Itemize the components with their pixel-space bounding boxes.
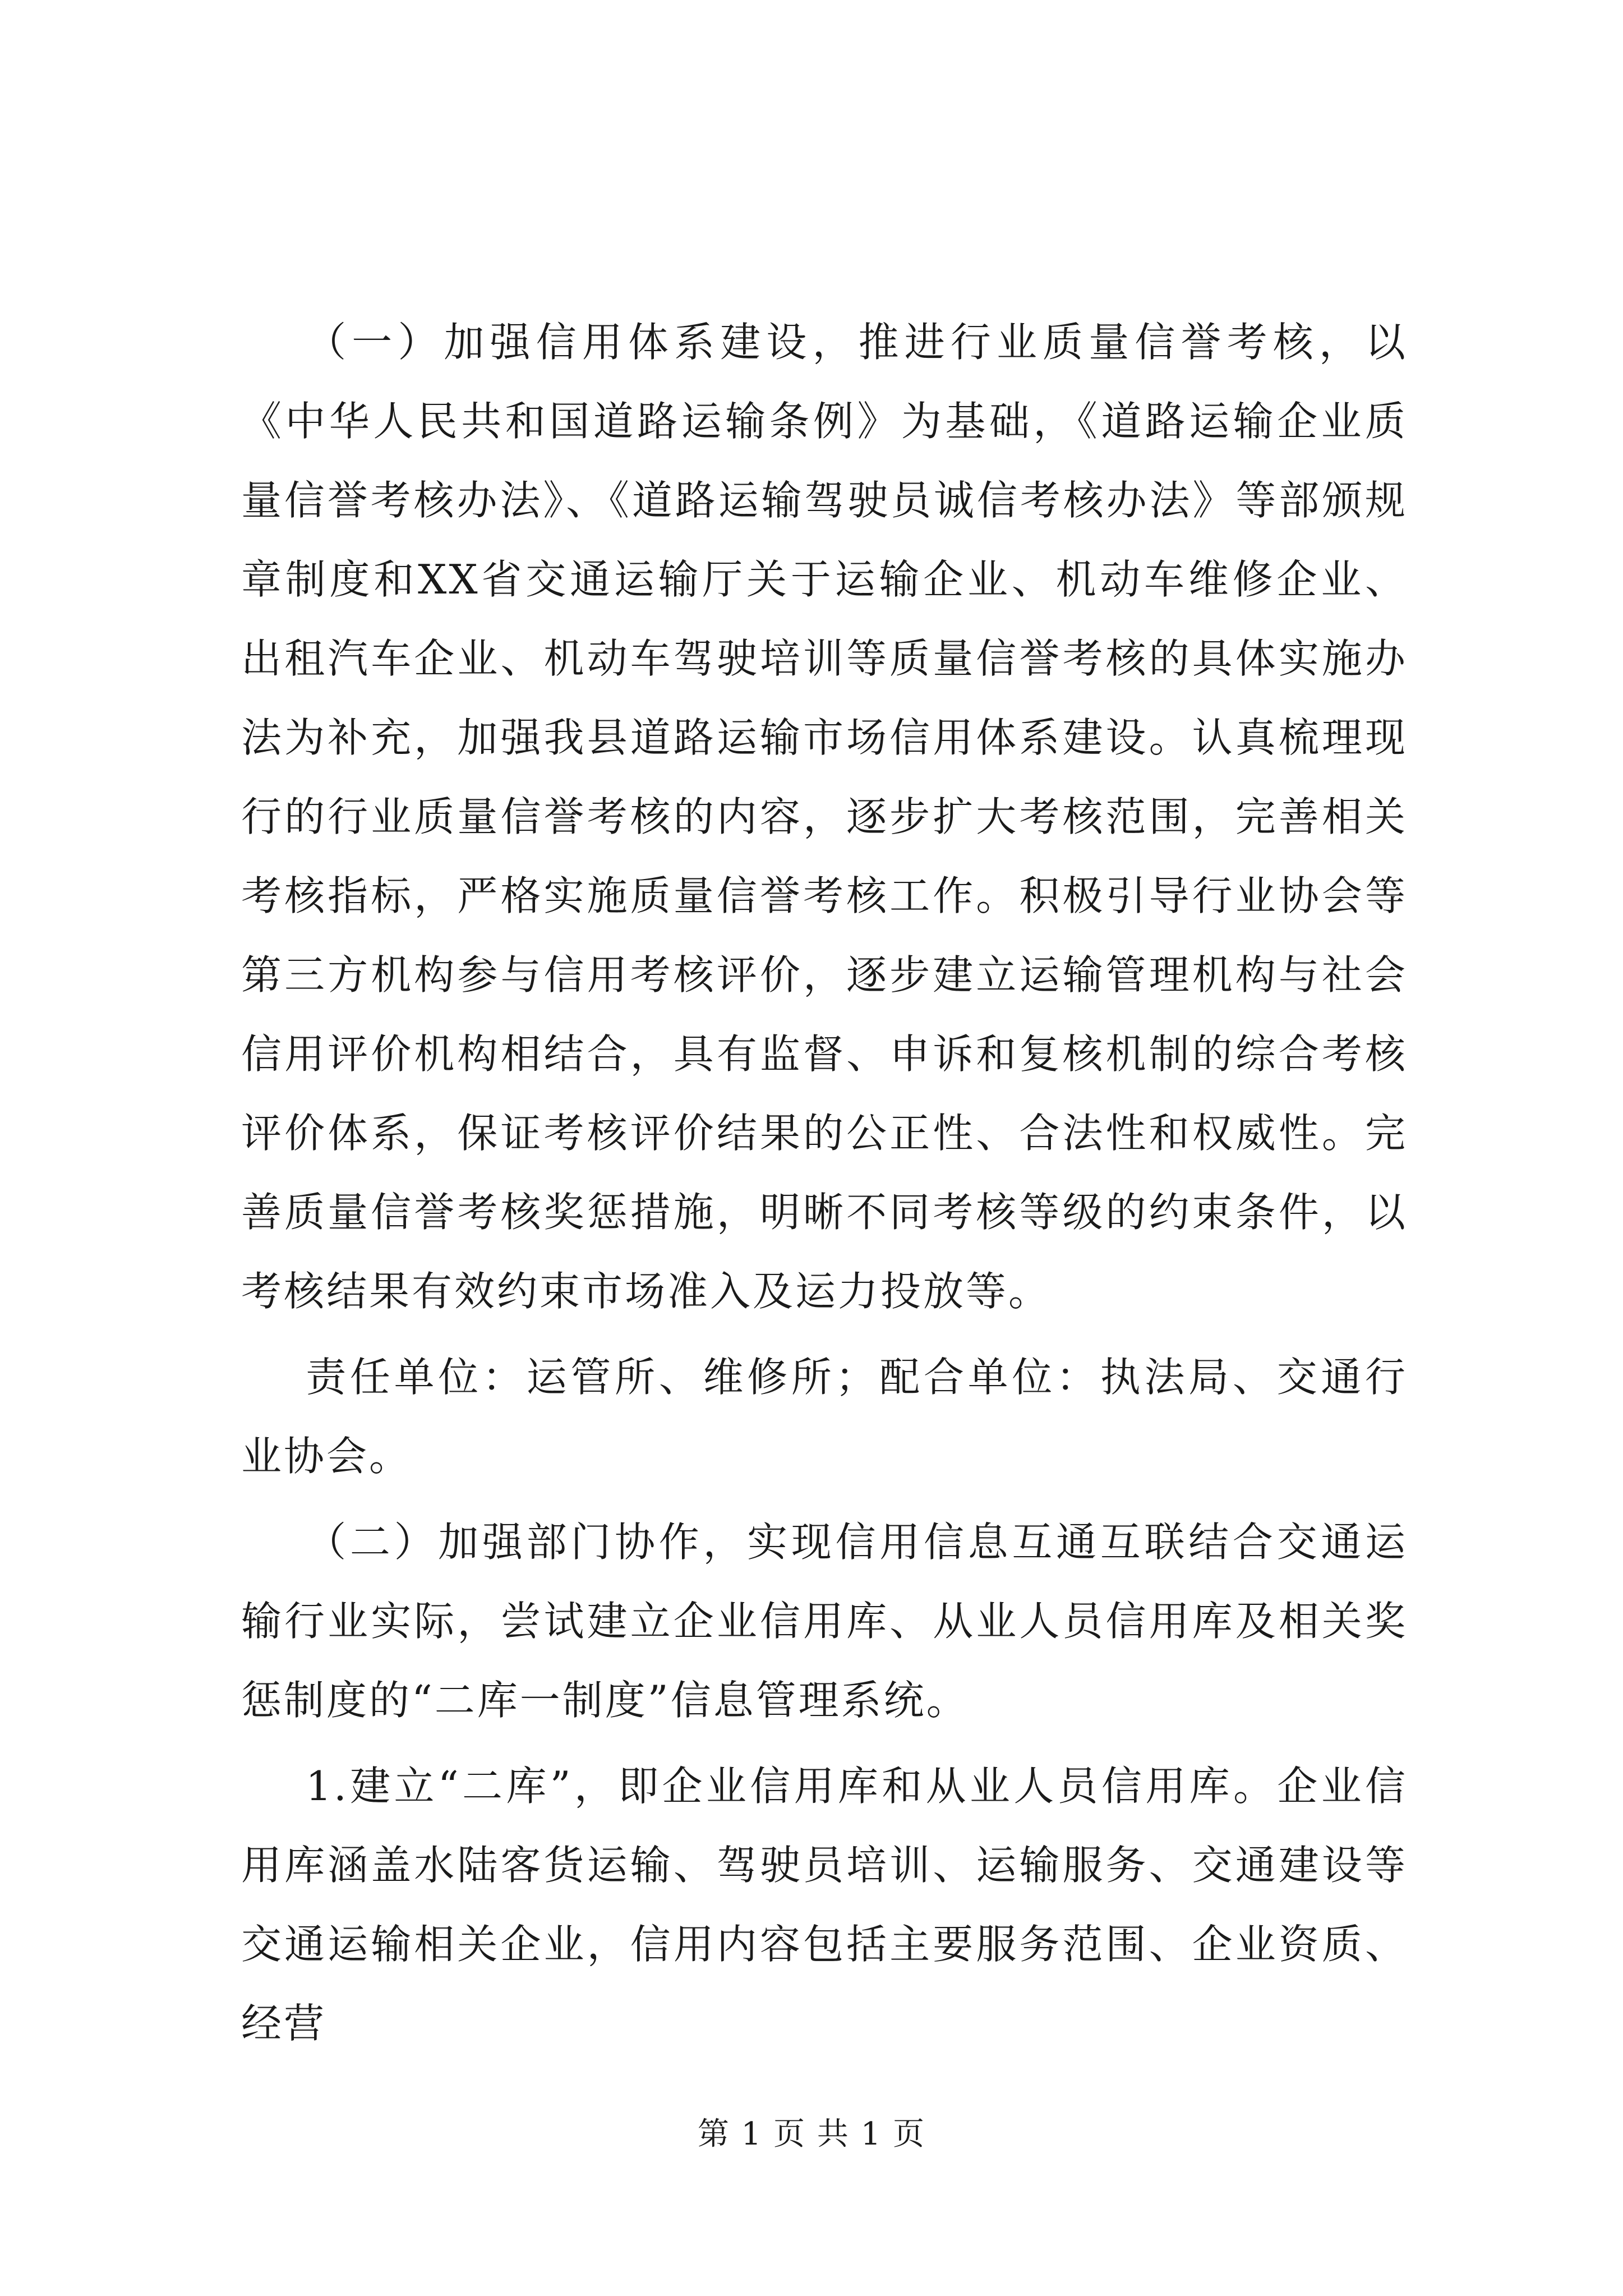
document-body bbox=[241, 303, 1408, 2070]
paragraph-responsible-units: 责任单位：运管所、维修所；配合单位：执法局、交通行业协会。 bbox=[241, 1354, 1408, 1480]
page-number-footer: 第 1 页 共 1 页 bbox=[697, 2116, 926, 2152]
paragraph-credit-system: （一）加强信用体系建设，推进行业质量信誉考核，以《中华人民共和国道路运输条例》为基础，《道路运输企业质量信誉考核办法》、《道路运输驾驶员诚信考核办法》等部颁规章制度和XX省交通运输厅关于运输企业、机动车维修企业、出租汽车企业、机动车驾驶培训等质量信誉考核的具体实施办法为补充，加强我县道路运输市场信用体系建设。认真梳理现行的行业质量信誉考核的内容，逐步扩大考核范围，完善相关考核指标，严格实施质量信誉考核工作。积极引导行业协会等第三方机构参与信用考核评价，逐步建立运输管理机构与社会信用评价机构相结合，具有监督、申诉和复核机制的综合考核评价体系，保证考核评价结果的公正性、合法性和权威性。完善质量信誉考核奖惩措施，明晰不同考核等级的约束条件，以考核结果有效约束市场准入及运力投放等。 bbox=[241, 319, 1408, 1315]
paragraph-two-databases: 1.建立“二库”，即企业信用库和从业人员信用库。企业信用库涵盖水陆客货运输、驾驶员培训、运输服务、交通建设等交通运输相关企业，信用内容包括主要服务范围、企业资质、经营 bbox=[241, 1763, 1408, 2047]
paragraph-department-cooperation: （二）加强部门协作，实现信用信息互通互联结合交通运输行业实际，尝试建立企业信用库、从业人员信用库及相关奖惩制度的“二库一制度”信息管理系统。 bbox=[241, 1519, 1408, 1724]
